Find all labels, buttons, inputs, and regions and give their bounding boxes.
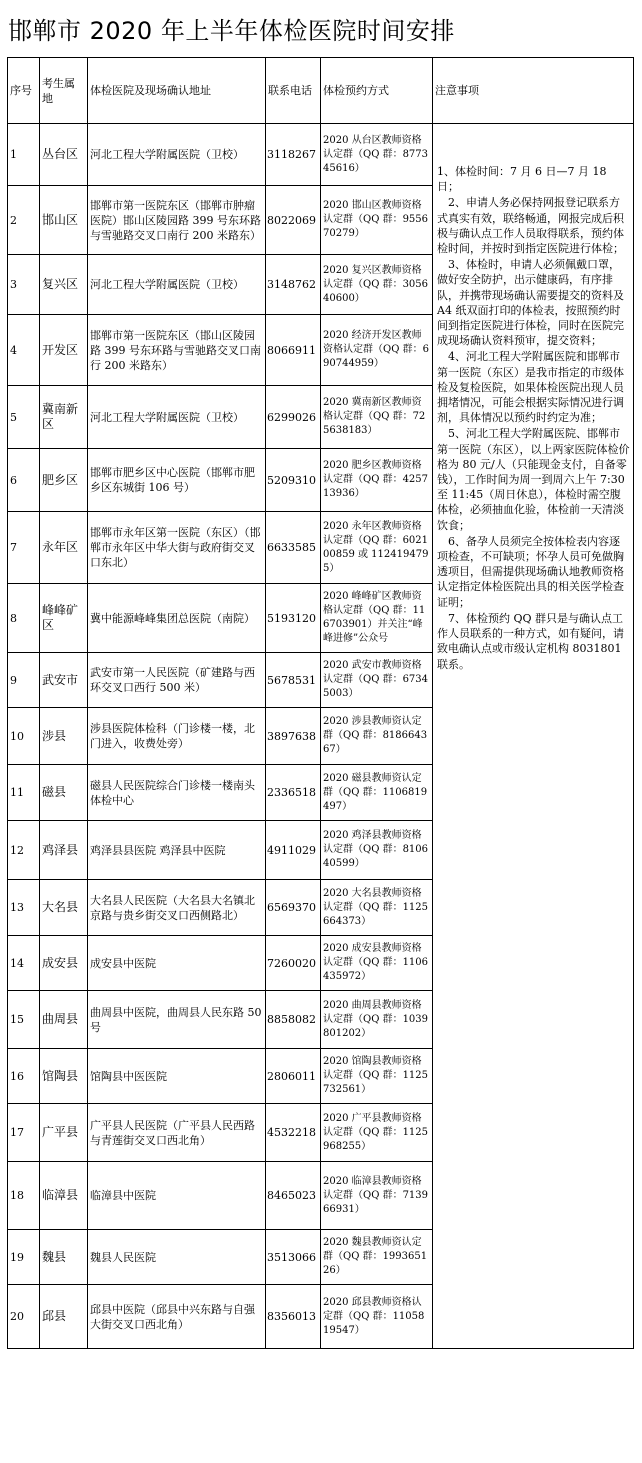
header-hospital: 体检医院及现场确认地址 <box>88 58 266 124</box>
row-booking: 2020 经济开发区教师资格认定群（QQ 群：690744959） <box>321 315 433 386</box>
row-area: 丛台区 <box>40 124 88 186</box>
row-number: 13 <box>8 880 40 936</box>
row-booking: 2020 武安市教师资格认定群（QQ 群：67345003） <box>321 653 433 708</box>
row-area: 开发区 <box>40 315 88 386</box>
row-booking: 2020 永年区教师资格认定群（QQ 群：602100859 或 1124194795） <box>321 512 433 584</box>
row-number: 9 <box>8 653 40 708</box>
notes-cell <box>433 124 634 1349</box>
row-phone: 7260020 <box>266 936 321 991</box>
row-phone: 5193120 <box>266 584 321 653</box>
row-booking: 2020 魏县教师资认定群（QQ 群：199365126） <box>321 1230 433 1285</box>
row-area: 曲周县 <box>40 991 88 1049</box>
row-hospital: 广平县人民医院（广平县人民西路与青莲街交叉口西北角） <box>88 1104 266 1162</box>
row-phone: 8356013 <box>266 1285 321 1349</box>
row-phone: 3897638 <box>266 708 321 765</box>
table-header-row <box>8 58 634 124</box>
note-item: 2、申请人务必保持网报登记联系方式真实有效，联络畅通，网报完成后积极与确认点工作人员取得联系，预约体检时间，并按时到指定医院进行体检； <box>437 196 624 256</box>
row-hospital: 邯郸市第一医院东区（邯山区陵园路 399 号东环路与雪驰路交叉口南行 200 米路东） <box>88 315 266 386</box>
row-booking: 2020 峰峰矿区教师资格认定群（QQ 群：116703901）并关注“峰峰进修”公众号 <box>321 584 433 653</box>
row-booking: 2020 成安县教师资格认定群（QQ 群：1106435972） <box>321 936 433 991</box>
row-number: 4 <box>8 315 40 386</box>
header-area: 考生属地 <box>40 58 88 124</box>
row-phone: 8858082 <box>266 991 321 1049</box>
row-area: 广平县 <box>40 1104 88 1162</box>
row-hospital: 鸡泽县县医院 鸡泽县中医院 <box>88 821 266 880</box>
header-notes: 注意事项 <box>433 58 634 124</box>
row-hospital: 邯郸市永年区第一医院（东区）（邯郸市永年区中华大街与政府街交叉口东北） <box>88 512 266 584</box>
row-area: 武安市 <box>40 653 88 708</box>
schedule-table <box>7 57 634 1349</box>
row-area: 临漳县 <box>40 1162 88 1230</box>
row-number: 20 <box>8 1285 40 1349</box>
row-area: 邯山区 <box>40 186 88 255</box>
row-area: 大名县 <box>40 880 88 936</box>
row-number: 1 <box>8 124 40 186</box>
row-number: 2 <box>8 186 40 255</box>
row-hospital: 冀中能源峰峰集团总医院（南院） <box>88 584 266 653</box>
header-booking: 体检预约方式 <box>321 58 433 124</box>
note-item: 3、体检时，申请人必须佩戴口罩，做好安全防护，出示健康码，有序排队，并携带现场确认需要提交的资料及 A4 纸双面打印的体检表，按照预约时间到指定医院进行体检，同时在医院完成现场确认资料预审，提交资料； <box>437 258 624 348</box>
row-booking: 2020 馆陶县教师资格认定群（QQ 群：1125732561） <box>321 1049 433 1104</box>
row-hospital: 大名县人民医院（大名县大名镇北京路与贵乡街交叉口西侧路北） <box>88 880 266 936</box>
row-area: 肥乡区 <box>40 449 88 512</box>
row-hospital: 武安市第一人民医院（矿建路与西环交叉口西行 500 米） <box>88 653 266 708</box>
row-booking: 2020 邱县教师资格认定群（QQ 群：1105819547） <box>321 1285 433 1349</box>
header-no: 序号 <box>8 58 40 124</box>
row-number: 16 <box>8 1049 40 1104</box>
row-number: 12 <box>8 821 40 880</box>
row-hospital: 河北工程大学附属医院（卫校） <box>88 386 266 449</box>
row-booking: 2020 大名县教师资格认定群（QQ 群：1125664373） <box>321 880 433 936</box>
note-item: 1、体检时间：7 月 6 日—7 月 18 日； <box>437 165 607 194</box>
row-area: 涉县 <box>40 708 88 765</box>
row-hospital: 河北工程大学附属医院（卫校） <box>88 255 266 315</box>
row-booking: 2020 涉县教师资认定群（QQ 群：818664367） <box>321 708 433 765</box>
row-booking: 2020 曲周县教师资格认定群（QQ 群：1039801202） <box>321 991 433 1049</box>
row-booking: 2020 肥乡区教师资格认定群（QQ 群：425713936） <box>321 449 433 512</box>
row-area: 邱县 <box>40 1285 88 1349</box>
row-number: 18 <box>8 1162 40 1230</box>
row-booking: 2020 磁县教师资认定群（QQ 群：1106819497） <box>321 765 433 821</box>
row-area: 复兴区 <box>40 255 88 315</box>
row-phone: 3513066 <box>266 1230 321 1285</box>
row-phone: 2336518 <box>266 765 321 821</box>
row-number: 15 <box>8 991 40 1049</box>
row-number: 3 <box>8 255 40 315</box>
row-hospital: 邯郸市第一医院东区（邯郸市肿瘤医院）邯山区陵园路 399 号东环路与雪驰路交叉口南行 200 米路东） <box>88 186 266 255</box>
row-area: 冀南新区 <box>40 386 88 449</box>
row-number: 11 <box>8 765 40 821</box>
note-item: 5、河北工程大学附属医院、邯郸市第一医院（东区），以上两家医院体检价格为 80 元/人（只能现金支付，自备零钱），工作时间为周一到周六上午 7:30 至 11:45（周日休息），体检时需空腹体检，必须抽血化验，体检前一天清淡饮食； <box>437 427 630 532</box>
row-number: 19 <box>8 1230 40 1285</box>
row-booking: 2020 鸡泽县教师资格认定群（QQ 群：810640599） <box>321 821 433 880</box>
row-booking: 2020 冀南新区教师资格认定群（QQ 群：725638183） <box>321 386 433 449</box>
row-phone: 8066911 <box>266 315 321 386</box>
row-phone: 8022069 <box>266 186 321 255</box>
row-hospital: 邯郸市肥乡区中心医院（邯郸市肥乡区东城街 106 号） <box>88 449 266 512</box>
row-hospital: 魏县人民医院 <box>88 1230 266 1285</box>
row-number: 17 <box>8 1104 40 1162</box>
row-number: 8 <box>8 584 40 653</box>
row-hospital: 成安县中医院 <box>88 936 266 991</box>
row-phone: 6299026 <box>266 386 321 449</box>
row-phone: 6569370 <box>266 880 321 936</box>
row-number: 10 <box>8 708 40 765</box>
row-booking: 2020 从台区教师资格认定群（QQ 群：877345616） <box>321 124 433 186</box>
row-booking: 2020 临漳县教师资格认定群（QQ 群：713966931） <box>321 1162 433 1230</box>
row-area: 永年区 <box>40 512 88 584</box>
row-number: 7 <box>8 512 40 584</box>
row-phone: 6633585 <box>266 512 321 584</box>
row-hospital: 邱县中医院（邱县中兴东路与自强大街交叉口西北角） <box>88 1285 266 1349</box>
row-phone: 5209310 <box>266 449 321 512</box>
row-phone: 2806011 <box>266 1049 321 1104</box>
row-area: 鸡泽县 <box>40 821 88 880</box>
table-body <box>8 124 634 1349</box>
row-number: 6 <box>8 449 40 512</box>
row-booking: 2020 复兴区教师资格认定群（QQ 群：305640600） <box>321 255 433 315</box>
row-booking: 2020 广平县教师资格认定群（QQ 群：1125968255） <box>321 1104 433 1162</box>
table-row <box>8 124 634 186</box>
header-phone: 联系电话 <box>266 58 321 124</box>
row-phone: 5678531 <box>266 653 321 708</box>
row-phone: 3148762 <box>266 255 321 315</box>
page-title: 邯郸市 2020 年上半年体检医院时间安排 <box>8 17 455 45</box>
row-area: 磁县 <box>40 765 88 821</box>
row-booking: 2020 邯山区教师资格认定群（QQ 群：955670279） <box>321 186 433 255</box>
row-phone: 4532218 <box>266 1104 321 1162</box>
row-area: 馆陶县 <box>40 1049 88 1104</box>
row-area: 峰峰矿区 <box>40 584 88 653</box>
note-item: 7、体检预约 QQ 群只是与确认点工作人员联系的一种方式，如有疑问，请致电确认点或市级认定机构 8031801 联系。 <box>437 611 624 671</box>
note-item: 6、备孕人员须完全按体检表内容逐项检查，不可缺项；怀孕人员可免做胸透项目，但需提供现场确认地教师资格认定指定体检医院出具的相关医学检查证明； <box>437 534 624 609</box>
row-hospital: 临漳县中医院 <box>88 1162 266 1230</box>
row-area: 魏县 <box>40 1230 88 1285</box>
row-area: 成安县 <box>40 936 88 991</box>
row-hospital: 曲周县中医院，曲周县人民东路 50 号 <box>88 991 266 1049</box>
row-hospital: 涉县医院体检科（门诊楼一楼，北门进入，收费处旁） <box>88 708 266 765</box>
row-phone: 4911029 <box>266 821 321 880</box>
row-hospital: 河北工程大学附属医院（卫校） <box>88 124 266 186</box>
row-phone: 8465023 <box>266 1162 321 1230</box>
row-number: 14 <box>8 936 40 991</box>
row-hospital: 馆陶县中医医院 <box>88 1049 266 1104</box>
row-phone: 3118267 <box>266 124 321 186</box>
row-number: 5 <box>8 386 40 449</box>
row-hospital: 磁县人民医院综合门诊楼一楼南头体检中心 <box>88 765 266 821</box>
note-item: 4、河北工程大学附属医院和邯郸市第一医院（东区）是我市指定的市级体检及复检医院，如果体检医院出现人员拥堵情况，可能会根据实际情况进行调剂，具体情况以预约时约定为准； <box>437 350 624 425</box>
